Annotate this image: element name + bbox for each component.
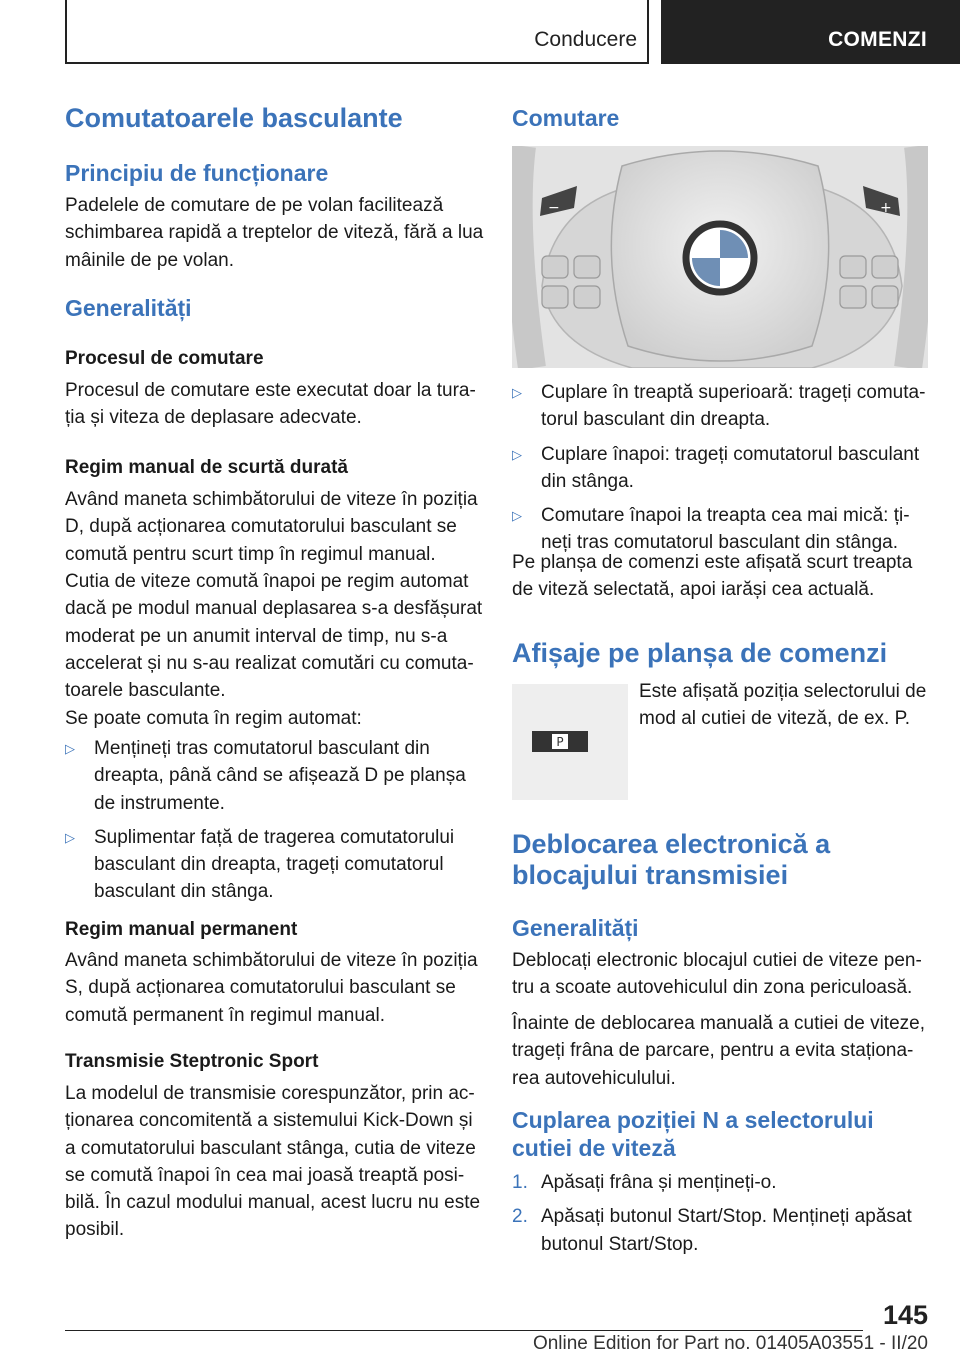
display-image (512, 684, 628, 800)
neutral-heading: Cuplarea poziției N a selectorului cutiei de viteză (512, 1107, 874, 1161)
short-mode-bullets (65, 735, 485, 913)
shift-bullets (512, 379, 932, 564)
list-item: 2. Apăsați butonul Start/Stop. Mențineți apăsat butonul Start/Stop. (512, 1203, 932, 1258)
process-text: Procesul de comutare este executat doar la tura-ția și viteza de deplasare adecvate. (65, 380, 476, 429)
sport-text: La modelul de transmisie corespunzător, prin ac-ționarea concomitentă a sistemului Kick-Down și a comutatorului basculant stânga, cutia de viteze se comută înapoi în cea mai joasă treaptă posi-bilă. În cazul modului manual, acest lucru nu este posibil. (65, 1083, 481, 1241)
footer-edition: Online Edition for Part no. 01405A03551 - II/20 (532, 1333, 928, 1354)
list-item: ▷ Comutare înapoi la treapta cea mai mică: ți-neți tras comutatorul basculant din stânga. (512, 502, 932, 557)
shift-text: Pe planșa de comenzi este afișată scurt treapta de viteză selectată, apoi iarăși cea actuală. (512, 552, 913, 601)
principle-text: Padelele de comutare de pe volan facilitează schimbarea rapidă a treptelor de viteză, fără a lua mâinile de pe volan. (65, 195, 484, 271)
unlock-text-2: Înainte de deblocarea manuală a cutiei de viteze, trageți frâna de parcare, pentru a evita staționa-rea autovehiculului. (512, 1013, 925, 1089)
triangle-bullet-icon: ▷ (65, 829, 75, 845)
steering-wheel-icon (512, 146, 928, 368)
header-section-label: Conducere (534, 28, 637, 51)
plus-mark: + (880, 200, 892, 216)
unlock-heading: Deblocarea electronică a blocajului transmisiei (512, 829, 831, 890)
sport-heading: Transmisie Steptronic Sport (65, 1051, 319, 1072)
page-number: 145 (882, 1300, 928, 1330)
step-number: 2. (512, 1206, 528, 1228)
triangle-bullet-icon: ▷ (65, 741, 75, 756)
header-chapter-label: COMENZI (828, 28, 927, 51)
short-mode-text-1: Având maneta schimbătorului de viteze în poziția D, după acționarea comutatorului basculant se comută pentru scurt timp în regimul manual. (65, 489, 478, 565)
list-item: ▷ Cuplare în treaptă superioară: trageți comuta-torul basculant din dreapta. (512, 379, 932, 434)
short-mode-heading: Regim manual de scurtă durată (65, 457, 348, 478)
shift-heading: Comutare (512, 105, 620, 131)
short-mode-text-3: Se poate comuta în regim automat: (65, 708, 362, 729)
display-heading: Afișaje pe planșa de comenzi (512, 638, 888, 668)
list-item: ▷ Cuplare înapoi: trageți comutatorul basculant din stânga. (512, 441, 932, 496)
step-number: 1. (512, 1172, 528, 1193)
list-item: ▷ Mențineți tras comutatorul basculant din dreapta, până când se afișează D pe planșa de instrumente. (65, 735, 485, 817)
triangle-bullet-icon: ▷ (512, 385, 522, 400)
unlock-text-1: Deblocați electronic blocajul cutiei de viteze pen-tru a scoate autovehiculul din zona periculoasă. (512, 950, 922, 999)
permanent-mode-text: Având maneta schimbătorului de viteze în poziția S, după acționarea comutatorului basculant se comută permanent în regimul manual. (65, 950, 478, 1026)
triangle-bullet-icon: ▷ (512, 508, 522, 524)
principle-heading: Principiu de funcționare (65, 160, 329, 186)
short-mode-text-2: Cutia de viteze comută înapoi pe regim automat dacă pe modul manual deplasarea s-a desfășurat moderat pe un anumit interval de timp, nu s-a accelerat și nu s-au realizat comutări cu comuta-toarele basculante. (65, 571, 483, 702)
process-heading: Procesul de comutare (65, 348, 264, 369)
neutral-steps (512, 1169, 932, 1265)
gear-p-label: P (556, 735, 564, 749)
list-item: 1. Apăsați frâna și mențineți-o. (512, 1169, 932, 1196)
steering-wheel-image (512, 146, 928, 368)
gear-display-icon (512, 684, 628, 800)
general-heading: Generalități (65, 295, 192, 321)
page-title: Comutatoarele basculante (65, 103, 403, 133)
list-item: ▷ Suplimentar față de tragerea comutatorului basculant din dreapta, trageți comutatorul basculant din stânga. (65, 824, 485, 906)
permanent-mode-heading: Regim manual permanent (65, 919, 298, 940)
triangle-bullet-icon: ▷ (512, 446, 522, 462)
unlock-general-heading: Generalități (512, 915, 639, 941)
minus-mark: − (548, 200, 560, 216)
footer-divider (65, 1330, 863, 1331)
display-text: Este afișată poziția selectorului de mod al cutiei de viteză, de ex. P. (639, 681, 927, 730)
